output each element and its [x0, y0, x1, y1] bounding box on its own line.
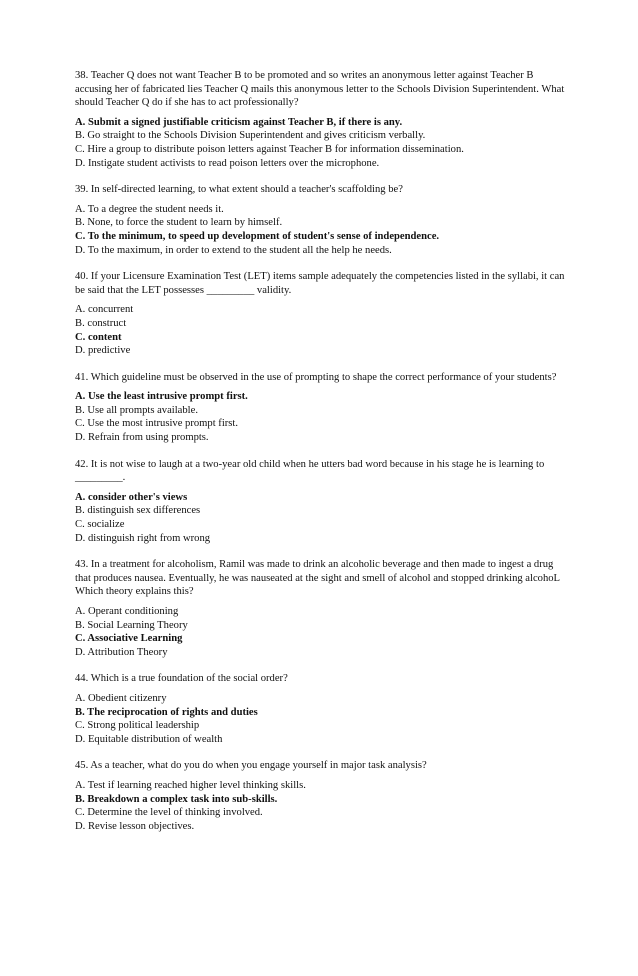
question-stem: 41. Which guideline must be observed in the use of prompting to shape the correct performance of your students? — [75, 371, 557, 383]
question-39 — [75, 183, 565, 257]
option-c: C. socialize — [75, 519, 125, 531]
question-44 — [75, 672, 565, 746]
option-a: A. concurrent — [75, 304, 134, 316]
option-d: D. Instigate student activists to read poison letters over the microphone. — [75, 157, 380, 169]
option-a-answer: A. Submit a signed justifiable criticism against Teacher B, if there is any. — [75, 116, 403, 128]
question-stem: 39. In self-directed learning, to what extent should a teacher's scaffolding be? — [75, 184, 403, 196]
question-41 — [75, 371, 565, 445]
option-b: B. Go straight to the Schools Division Superintendent and gives criticism verbally. — [75, 130, 426, 142]
question-43 — [75, 558, 565, 659]
option-a: A. Obedient citizenry — [75, 692, 167, 704]
question-40 — [75, 270, 565, 358]
option-d: D. predictive — [75, 345, 131, 357]
option-c: C. Hire a group to distribute poison letters against Teacher B for information dissemination. — [75, 143, 464, 155]
question-38 — [75, 69, 565, 170]
option-c-answer: C. content — [75, 331, 122, 343]
question-stem: 45. As a teacher, what do you do when you engage yourself in major task analysis? — [75, 760, 427, 772]
option-a: A. Operant conditioning — [75, 606, 179, 617]
option-c-answer: C. Associative Learning — [75, 633, 183, 645]
option-b: B. construct — [75, 317, 127, 329]
question-stem: 44. Which is a true foundation of the social order? — [75, 673, 288, 685]
question-42 — [75, 458, 565, 546]
option-c: C. Strong political leadership — [75, 720, 200, 732]
question-45 — [75, 759, 565, 833]
option-b: B. Social Learning Theory — [75, 619, 188, 631]
document-page — [75, 69, 565, 833]
option-a: A. Test if learning reached higher level thinking skills. — [75, 779, 306, 791]
option-d: D. Attribution Theory — [75, 646, 168, 658]
option-b: B. None, to force the student to learn by himself. — [75, 217, 283, 229]
option-d: D. Refrain from using prompts. — [75, 432, 209, 444]
option-a: A. To a degree the student needs it. — [75, 203, 224, 215]
option-c: C. Use the most intrusive prompt first. — [75, 418, 239, 430]
option-b: B. Use all prompts available. — [75, 404, 198, 416]
option-a-answer: A. Use the least intrusive prompt first. — [75, 391, 248, 403]
option-c: C. Determine the level of thinking involved. — [75, 807, 263, 819]
option-b-answer: B. The reciprocation of rights and duties — [75, 706, 258, 718]
option-d: D. Equitable distribution of wealth — [75, 733, 223, 745]
option-c-answer: C. To the minimum, to speed up development of student's sense of independence. — [75, 230, 440, 242]
question-stem: 43. In a treatment for alcoholism, Ramil was made to drink an alcoholic beverage and then made to ingest a drug that produces nausea. Eventually, he was nauseated at the sight and smell of alcohol and stopped drinking alcohoL Which theory explains this? — [75, 559, 560, 598]
option-b-answer: B. Breakdown a complex task into sub-skills. — [75, 793, 278, 805]
option-d: D. Revise lesson objectives. — [75, 820, 195, 832]
option-d: D. To the maximum, in order to extend to the student all the help he needs. — [75, 244, 392, 256]
question-stem: 42. It is not wise to laugh at a two-year old child when he utters bad word because in his stage he is learning to _________. — [75, 458, 545, 484]
question-stem: 40. If your Licensure Examination Test (LET) items sample adequately the competencies listed in the syllabi, it can be said that the LET possesses _________ validity. — [75, 271, 565, 296]
option-a-answer: A. consider other's views — [75, 491, 188, 503]
question-stem: 38. Teacher Q does not want Teacher B to be promoted and so writes an anonymous letter against Teacher B accusing her of fabricated lies Teacher Q mails this anonymous letter to the Schools Division Superintendent. What should Teacher Q do if she has to act professionally? — [75, 70, 565, 109]
option-d: D. distinguish right from wrong — [75, 532, 211, 544]
option-b: B. distinguish sex differences — [75, 505, 201, 517]
